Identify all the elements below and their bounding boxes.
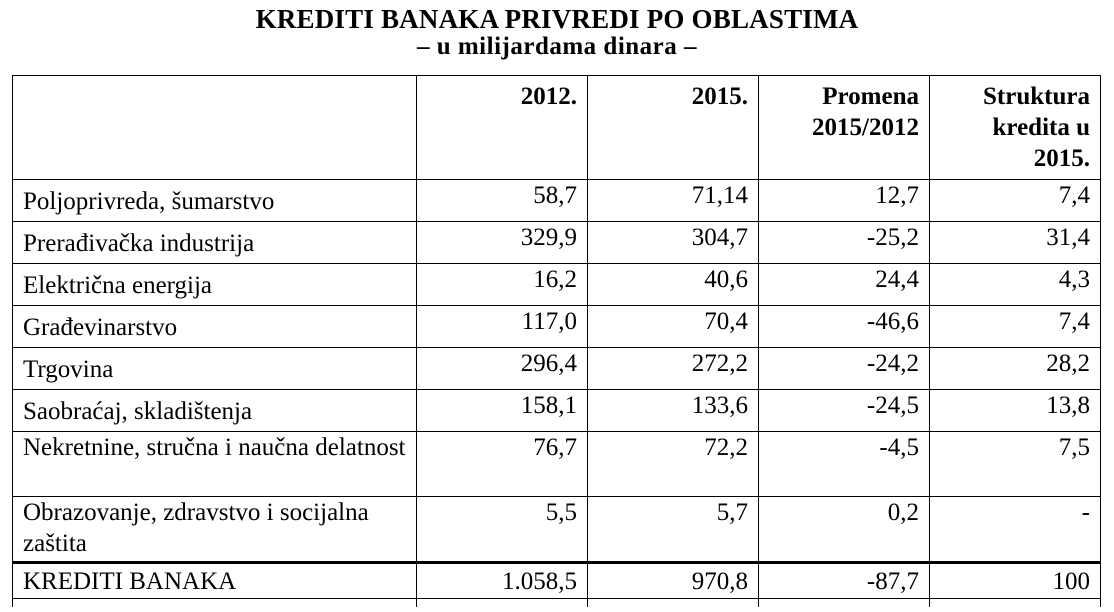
- cell-change: -4,5: [759, 432, 930, 497]
- table-row: [13, 348, 1101, 390]
- cell-2012: 296,4: [417, 348, 588, 390]
- cell-structure: 7,4: [930, 306, 1101, 348]
- cell-2015: 71,14: [588, 180, 759, 222]
- header-structure: Struktura kredita u 2015.: [930, 76, 1101, 180]
- credits-table: [12, 75, 1101, 607]
- continuation-cell: [417, 599, 588, 608]
- cell-change: 24,4: [759, 264, 930, 306]
- cell-structure: 7,4: [930, 180, 1101, 222]
- cell-2015: 133,6: [588, 390, 759, 432]
- header-2012: 2012.: [417, 76, 588, 180]
- cell-change: 0,2: [759, 497, 930, 563]
- row-label: Trgovina: [13, 348, 417, 390]
- table-row: [13, 432, 1101, 497]
- cell-2012: 329,9: [417, 222, 588, 264]
- table-row: [13, 180, 1101, 222]
- continuation-cell: [588, 599, 759, 608]
- cell-change: -24,2: [759, 348, 930, 390]
- continuation-cell: [759, 599, 930, 608]
- total-2012: 1.058,5: [417, 563, 588, 599]
- cell-2012: 5,5: [417, 497, 588, 563]
- cell-2015: 304,7: [588, 222, 759, 264]
- header-2015: 2015.: [588, 76, 759, 180]
- cell-2015: 272,2: [588, 348, 759, 390]
- table-continuation-row: [13, 599, 1101, 608]
- document-subtitle: – u milijardama dinara –: [416, 33, 698, 60]
- cell-2015: 40,6: [588, 264, 759, 306]
- continuation-cell: [13, 599, 417, 608]
- total-label: KREDITI BANAKA: [13, 563, 417, 599]
- table-total-row: [13, 563, 1101, 599]
- cell-change: -25,2: [759, 222, 930, 264]
- cell-structure: 31,4: [930, 222, 1101, 264]
- header-sector: [13, 76, 417, 180]
- cell-2012: 158,1: [417, 390, 588, 432]
- cell-2012: 76,7: [417, 432, 588, 497]
- cell-structure: 7,5: [930, 432, 1101, 497]
- cell-2015: 72,2: [588, 432, 759, 497]
- cell-change: -46,6: [759, 306, 930, 348]
- cell-change: 12,7: [759, 180, 930, 222]
- cell-2012: 58,7: [417, 180, 588, 222]
- row-label: Električna energija: [13, 264, 417, 306]
- cell-2012: 16,2: [417, 264, 588, 306]
- row-label: Građevinarstvo: [13, 306, 417, 348]
- cell-2012: 117,0: [417, 306, 588, 348]
- cell-structure: 13,8: [930, 390, 1101, 432]
- row-label: Poljoprivreda, šumarstvo: [13, 180, 417, 222]
- total-2015: 970,8: [588, 563, 759, 599]
- row-label: Nekretnine, stručna i naučna delatnost: [13, 432, 417, 497]
- cell-structure: 4,3: [930, 264, 1101, 306]
- table-row: [13, 497, 1101, 563]
- document-title: KREDITI BANAKA PRIVREDI PO OBLASTIMA: [255, 4, 859, 34]
- continuation-cell: [930, 599, 1101, 608]
- total-structure: 100: [930, 563, 1101, 599]
- table-row: [13, 264, 1101, 306]
- total-change: -87,7: [759, 563, 930, 599]
- table-row: [13, 306, 1101, 348]
- cell-2015: 70,4: [588, 306, 759, 348]
- table-header-row: [13, 76, 1101, 180]
- row-label: Obrazovanje, zdravstvo i socijalna zaštita: [13, 497, 417, 563]
- cell-structure: -: [930, 497, 1101, 563]
- header-change: Promena 2015/2012: [759, 76, 930, 180]
- row-label: Prerađivačka industrija: [13, 222, 417, 264]
- cell-2015: 5,7: [588, 497, 759, 563]
- cell-change: -24,5: [759, 390, 930, 432]
- cell-structure: 28,2: [930, 348, 1101, 390]
- row-label: Saobraćaj, skladištenja: [13, 390, 417, 432]
- table-row: [13, 222, 1101, 264]
- table-row: [13, 390, 1101, 432]
